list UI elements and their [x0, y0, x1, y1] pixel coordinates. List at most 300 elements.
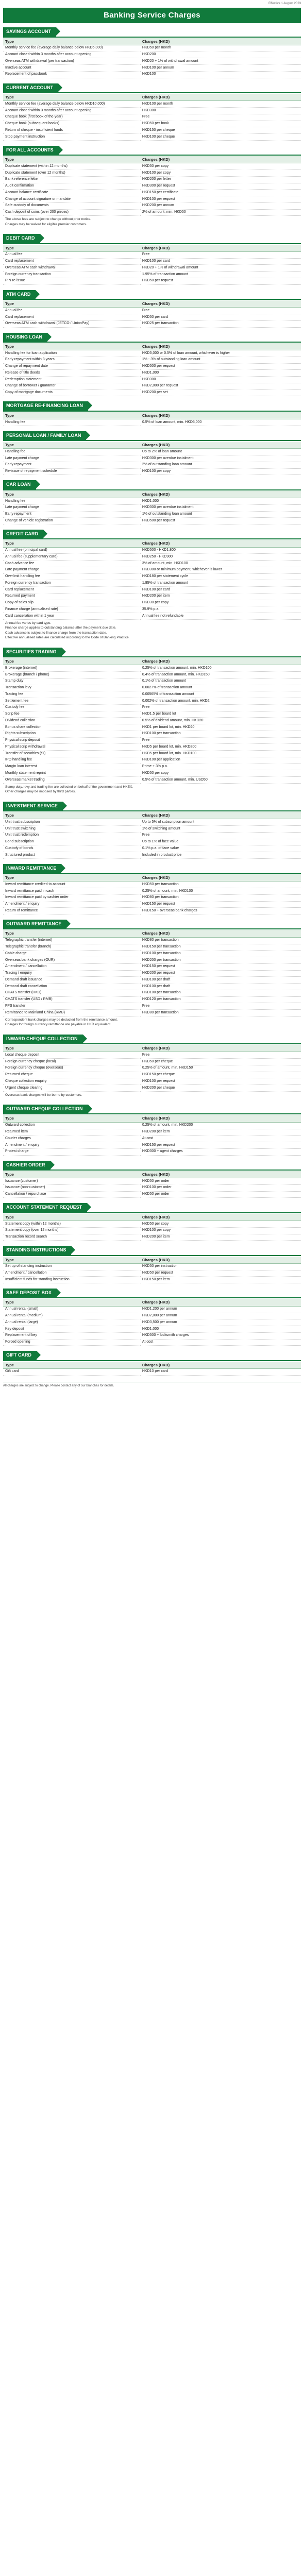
- column-header-type: Type: [3, 442, 140, 449]
- column-header-charges: Charges (HKD): [140, 442, 301, 449]
- charge-cell: HKD100 per copy: [140, 1227, 301, 1234]
- table-row: [3, 963, 301, 970]
- table-row: [3, 1184, 301, 1191]
- service-type-cell: Margin loan interest: [3, 764, 140, 770]
- table-header-row: [3, 1214, 301, 1221]
- charge-cell: 0.5% of dividend amount, min. HKD20: [140, 718, 301, 724]
- charge-cell: HKD100 per cheque: [140, 134, 301, 141]
- table-header-row: [3, 1299, 301, 1306]
- charges-table: [3, 1299, 301, 1346]
- service-type-cell: Demand draft cancellation: [3, 984, 140, 990]
- service-type-cell: Inward remittance paid in cash: [3, 888, 140, 895]
- service-type-cell: Gift card: [3, 1368, 140, 1375]
- table-row: [3, 832, 301, 839]
- service-type-cell: Monthly service fee (average daily balance below HKD10,000): [3, 101, 140, 108]
- table-row: [3, 314, 301, 321]
- service-type-cell: Set up of standing instruction: [3, 1263, 140, 1270]
- charges-table: [3, 38, 301, 78]
- note-line: Stamp duty, levy and trading fee are collected on behalf of the government and HKEX.: [5, 785, 133, 789]
- table-row: [3, 561, 301, 567]
- charge-cell: HKD2,000 per request: [140, 383, 301, 389]
- table-header-row: [3, 1362, 301, 1369]
- charge-cell: HKD200 per letter: [140, 176, 301, 183]
- section-heading: OUTWARD REMITTANCE: [3, 920, 66, 928]
- section-divider: [3, 656, 301, 657]
- charge-cell: HKD3,500 per annum: [140, 1319, 301, 1326]
- service-type-cell: Courier charges: [3, 1136, 140, 1142]
- table-row: [3, 718, 301, 724]
- service-type-cell: Duplicate statement (over 12 months): [3, 170, 140, 177]
- column-header-type: Type: [3, 874, 140, 882]
- service-type-cell: Insufficient funds for standing instruction: [3, 1277, 140, 1283]
- column-header-type: Type: [3, 1299, 140, 1306]
- charges-table: [3, 1171, 301, 1198]
- service-type-cell: Overseas ATM cash withdrawal (JETCO / UnionPay): [3, 320, 140, 327]
- service-type-cell: Re-issue of repayment schedule: [3, 468, 140, 475]
- service-type-cell: Cheque book (first book of the year): [3, 114, 140, 121]
- table-row: [3, 278, 301, 284]
- service-type-cell: Telegraphic transfer (branch): [3, 944, 140, 951]
- charge-cell: HKD150 per transaction: [140, 944, 301, 951]
- table-row: [3, 1263, 301, 1270]
- charges-table: [3, 1362, 301, 1376]
- charge-cell: HKD100 per annum: [140, 65, 301, 72]
- table-row: [3, 183, 301, 190]
- table-row: [3, 984, 301, 990]
- table-row: [3, 573, 301, 580]
- charge-cell: HKD250 - HKD900: [140, 554, 301, 561]
- table-row: [3, 724, 301, 731]
- table-header-row: [3, 412, 301, 419]
- charge-cell: 1.95% of transaction amount: [140, 580, 301, 587]
- column-header-type: Type: [3, 343, 140, 350]
- table-row: [3, 691, 301, 698]
- table-row: [3, 1059, 301, 1065]
- table-row: [3, 308, 301, 314]
- charge-cell: HKD100 per draft: [140, 977, 301, 984]
- table-row: [3, 101, 301, 108]
- service-type-cell: Bank reference letter: [3, 176, 140, 183]
- table-row: [3, 1277, 301, 1283]
- table-row: [3, 580, 301, 587]
- service-type-cell: Annual fee (supplementary card): [3, 554, 140, 561]
- service-type-cell: Inward remittance paid by cashier order: [3, 894, 140, 901]
- column-header-type: Type: [3, 1171, 140, 1178]
- service-type-cell: Copy of mortgage documents: [3, 389, 140, 396]
- table-row: [3, 498, 301, 505]
- section-divider: [3, 1212, 301, 1213]
- table-header-row: [3, 1045, 301, 1052]
- charge-cell: HKD150 per cheque: [140, 127, 301, 134]
- table-row: [3, 468, 301, 475]
- table-row: [3, 554, 301, 561]
- charge-cell: HKD50 per card: [140, 314, 301, 321]
- table-row: [3, 363, 301, 370]
- charge-cell: HKD150 per request: [140, 1142, 301, 1149]
- service-type-cell: Stamp duty: [3, 678, 140, 685]
- table-row: [3, 1319, 301, 1326]
- table-row: [3, 957, 301, 964]
- charge-cell: HKD200 per item: [140, 1234, 301, 1241]
- service-type-cell: Early repayment within 3 years: [3, 357, 140, 363]
- table-row: [3, 121, 301, 127]
- charge-cell: HKD50 per copy: [140, 770, 301, 777]
- table-row: [3, 908, 301, 914]
- table-row: [3, 251, 301, 258]
- service-type-cell: Cheque collection enquiry: [3, 1078, 140, 1085]
- service-type-cell: Annual fee: [3, 251, 140, 258]
- section-heading: MORTGAGE RE-FINANCING LOAN: [3, 401, 88, 410]
- section-divider: [3, 538, 301, 539]
- service-type-cell: Issuance (non-customer): [3, 1184, 140, 1191]
- section-notes: [3, 784, 301, 796]
- charge-cell: 0.25% of transaction amount, min. HKD100: [140, 665, 301, 672]
- column-header-type: Type: [3, 300, 140, 308]
- charges-table: [3, 874, 301, 914]
- section-gift-card: [3, 1351, 301, 1375]
- table-row: [3, 45, 301, 52]
- section-outward-remittance: [3, 920, 301, 1029]
- table-row: [3, 320, 301, 327]
- table-header-row: [3, 1171, 301, 1178]
- charge-cell: HKD150 per item: [140, 1277, 301, 1283]
- note-line: Overseas bank charges will be borne by customers.: [5, 1093, 82, 1097]
- service-type-cell: Settlement fee: [3, 698, 140, 705]
- service-type-cell: Scrip fee: [3, 711, 140, 718]
- service-type-cell: Early repayment: [3, 511, 140, 518]
- service-type-cell: Inactive account: [3, 65, 140, 72]
- charge-cell: HKD150 per request: [140, 963, 301, 970]
- charge-cell: 0.002% of transaction amount, min. HKD2: [140, 698, 301, 705]
- section-car-loan: [3, 480, 301, 524]
- table-row: [3, 770, 301, 777]
- column-header-charges: Charges (HKD): [140, 300, 301, 308]
- service-type-cell: Overseas bank charges (OUR): [3, 957, 140, 964]
- service-type-cell: Bonus share collection: [3, 724, 140, 731]
- service-type-cell: Annual rental (medium): [3, 1313, 140, 1319]
- section-divider: [3, 928, 301, 929]
- service-type-cell: Custody fee: [3, 704, 140, 711]
- note-line: Charges for foreign currency remittance are payable in HKD equivalent.: [5, 1023, 111, 1027]
- charges-table: [3, 491, 301, 524]
- section-credit-card: [3, 530, 301, 642]
- charge-cell: Free: [140, 308, 301, 314]
- table-row: [3, 65, 301, 72]
- charge-cell: HKD500 per request: [140, 518, 301, 524]
- charge-cell: HKD50 per request: [140, 278, 301, 284]
- column-header-charges: Charges (HKD): [140, 343, 301, 350]
- table-row: [3, 567, 301, 573]
- section-divider: [3, 1360, 301, 1361]
- section-inward-cheque-collection: [3, 1035, 301, 1100]
- service-type-cell: Cheque book (subsequent books): [3, 121, 140, 127]
- service-type-cell: Remittance to Mainland China (RMB): [3, 1010, 140, 1016]
- section-heading: GIFT CARD: [3, 1351, 37, 1360]
- table-row: [3, 1003, 301, 1010]
- service-type-cell: Late payment charge: [3, 567, 140, 573]
- charges-table: [3, 1214, 301, 1241]
- note-line: Annual fee varies by card type.: [5, 621, 52, 625]
- charge-cell: HKD100 per card: [140, 258, 301, 265]
- charge-cell: HKD100 per request: [140, 196, 301, 203]
- service-type-cell: IPO handling fee: [3, 757, 140, 764]
- charge-cell: HKD200 per cheque: [140, 1085, 301, 1092]
- charge-cell: HKD100 per transaction: [140, 951, 301, 957]
- charge-cell: HKD500 per request: [140, 363, 301, 370]
- charge-cell: HKD100 per draft: [140, 984, 301, 990]
- note-line: Finance charge applies to outstanding balance after the payment due date.: [5, 626, 116, 630]
- table-row: [3, 665, 301, 672]
- table-row: [3, 511, 301, 518]
- section-heading: SECURITIES TRADING: [3, 648, 62, 656]
- service-type-cell: Amendment / cancellation: [3, 963, 140, 970]
- service-type-cell: Overseas ATM cash withdrawal: [3, 265, 140, 272]
- service-type-cell: Return of remittance: [3, 908, 140, 914]
- charge-cell: HKD120 per transaction: [140, 996, 301, 1003]
- service-type-cell: Inward remittance credited to account: [3, 882, 140, 888]
- service-type-cell: Overseas market trading: [3, 777, 140, 784]
- column-header-charges: Charges (HKD): [140, 1362, 301, 1369]
- charge-cell: HKD100 per transaction: [140, 990, 301, 996]
- table-row: [3, 108, 301, 114]
- section-heading: CURRENT ACCOUNT: [3, 83, 58, 92]
- table-row: [3, 593, 301, 600]
- table-row: [3, 170, 301, 177]
- charges-table: [3, 156, 301, 216]
- column-header-type: Type: [3, 540, 140, 547]
- column-header-charges: Charges (HKD): [140, 1214, 301, 1221]
- column-header-type: Type: [3, 658, 140, 665]
- section-personal-loan-family-loan: [3, 431, 301, 476]
- section-divider: [3, 1255, 301, 1256]
- service-type-cell: Change of vehicle registration: [3, 518, 140, 524]
- section-safe-deposit-box: [3, 1289, 301, 1346]
- table-row: [3, 357, 301, 363]
- table-row: [3, 1052, 301, 1059]
- section-divider: [3, 92, 301, 93]
- charge-cell: HKD1,000: [140, 370, 301, 377]
- table-row: [3, 504, 301, 511]
- section-divider: [3, 299, 301, 300]
- column-header-type: Type: [3, 156, 140, 163]
- table-row: [3, 852, 301, 859]
- charge-cell: 2% of outstanding loan amount: [140, 462, 301, 468]
- table-header-row: [3, 300, 301, 308]
- service-type-cell: Monthly service fee (average daily balance below HKD5,000): [3, 45, 140, 52]
- section-heading: INWARD CHEQUE COLLECTION: [3, 1035, 83, 1043]
- section-divider: [3, 1113, 301, 1114]
- table-row: [3, 901, 301, 908]
- table-row: [3, 1129, 301, 1136]
- table-row: [3, 613, 301, 620]
- charge-cell: 35.9% p.a.: [140, 606, 301, 613]
- service-type-cell: Stop payment instruction: [3, 134, 140, 141]
- page-title: Banking Service Charges: [3, 8, 301, 24]
- table-row: [3, 1178, 301, 1185]
- service-type-cell: Unit trust redemption: [3, 832, 140, 839]
- section-divider: [3, 155, 301, 156]
- table-row: [3, 819, 301, 826]
- charge-cell: HKD200 per request: [140, 970, 301, 977]
- section-heading: SAVINGS ACCOUNT: [3, 27, 56, 36]
- service-type-cell: Bond subscription: [3, 839, 140, 845]
- table-row: [3, 698, 301, 705]
- section-outward-cheque-collection: [3, 1105, 301, 1155]
- column-header-type: Type: [3, 491, 140, 498]
- service-type-cell: Replacement of key: [3, 1332, 140, 1339]
- table-row: [3, 744, 301, 751]
- service-type-cell: Amendment / enquiry: [3, 901, 140, 908]
- table-header-row: [3, 874, 301, 882]
- charge-cell: HKD300 + agent charges: [140, 1148, 301, 1155]
- service-type-cell: Handling fee: [3, 498, 140, 505]
- service-type-cell: Card replacement: [3, 258, 140, 265]
- charge-cell: HKD5 per board lot, min. HKD100: [140, 751, 301, 757]
- service-type-cell: CHATS transfer (USD / RMB): [3, 996, 140, 1003]
- service-type-cell: Annual fee: [3, 308, 140, 314]
- table-row: [3, 419, 301, 426]
- table-header-row: [3, 930, 301, 937]
- service-type-cell: Account balance certificate: [3, 190, 140, 196]
- section-savings-account: [3, 27, 301, 78]
- section-mortgage-re-financing-loan: [3, 401, 301, 426]
- note-line: Other charges may be imposed by third parties.: [5, 790, 76, 794]
- service-type-cell: Annual rental (small): [3, 1306, 140, 1313]
- service-type-cell: Annual fee (principal card): [3, 547, 140, 554]
- table-header-row: [3, 491, 301, 498]
- column-header-charges: Charges (HKD): [140, 156, 301, 163]
- section-divider: [3, 1043, 301, 1044]
- column-header-type: Type: [3, 412, 140, 419]
- table-header-row: [3, 38, 301, 45]
- table-row: [3, 600, 301, 606]
- charge-cell: HKD20 + 1% of withdrawal amount: [140, 265, 301, 272]
- service-type-cell: Outward collection: [3, 1122, 140, 1129]
- table-row: [3, 888, 301, 895]
- table-row: [3, 272, 301, 278]
- charges-table: [3, 540, 301, 620]
- service-type-cell: Overlimit handling fee: [3, 573, 140, 580]
- table-row: [3, 839, 301, 845]
- service-type-cell: Monthly statement reprint: [3, 770, 140, 777]
- column-header-type: Type: [3, 1045, 140, 1052]
- service-type-cell: Physical scrip deposit: [3, 737, 140, 744]
- column-header-charges: Charges (HKD): [140, 38, 301, 45]
- charge-cell: HKD80 per transaction: [140, 1010, 301, 1016]
- section-divider: [3, 243, 301, 244]
- column-header-charges: Charges (HKD): [140, 930, 301, 937]
- service-type-cell: Statement copy (within 12 months): [3, 1221, 140, 1228]
- table-row: [3, 163, 301, 170]
- table-row: [3, 1136, 301, 1142]
- table-row: [3, 937, 301, 944]
- table-header-row: [3, 1115, 301, 1122]
- service-type-cell: Returned item: [3, 1129, 140, 1136]
- section-heading: ATM CARD: [3, 290, 36, 299]
- section-investment-service: [3, 802, 301, 859]
- service-type-cell: Rights subscription: [3, 731, 140, 737]
- service-type-cell: Tracing / enquiry: [3, 970, 140, 977]
- service-type-cell: Card replacement: [3, 587, 140, 594]
- table-row: [3, 58, 301, 65]
- service-type-cell: Returned cheque: [3, 1072, 140, 1078]
- section-divider: [3, 873, 301, 874]
- charges-table: [3, 245, 301, 285]
- column-header-type: Type: [3, 1257, 140, 1264]
- charge-cell: HKD50 per cheque: [140, 1059, 301, 1065]
- service-type-cell: Brokerage (branch / phone): [3, 672, 140, 679]
- column-header-charges: Charges (HKD): [140, 245, 301, 252]
- table-header-row: [3, 156, 301, 163]
- table-row: [3, 882, 301, 888]
- column-header-charges: Charges (HKD): [140, 812, 301, 819]
- section-heading: FOR ALL ACCOUNTS: [3, 146, 59, 155]
- charge-cell: Included in product price: [140, 852, 301, 859]
- service-type-cell: Account closed within 3 months after account opening: [3, 108, 140, 114]
- section-divider: [3, 342, 301, 343]
- charge-cell: HKD1.5 per board lot: [140, 711, 301, 718]
- service-type-cell: Urgent cheque clearing: [3, 1085, 140, 1092]
- service-type-cell: Cancellation / repurchase: [3, 1191, 140, 1198]
- charge-cell: HKD1 per board lot, min. HKD20: [140, 724, 301, 731]
- charge-cell: HKD100 per request: [140, 1078, 301, 1085]
- column-header-charges: Charges (HKD): [140, 412, 301, 419]
- charge-cell: HKD80 per transaction: [140, 894, 301, 901]
- service-type-cell: Dividend collection: [3, 718, 140, 724]
- section-heading: PERSONAL LOAN / FAMILY LOAN: [3, 431, 86, 440]
- charge-cell: 1% - 3% of outstanding loan amount: [140, 357, 301, 363]
- charge-cell: 0.1% of transaction amount: [140, 678, 301, 685]
- section-account-statement-request: [3, 1203, 301, 1241]
- table-row: [3, 970, 301, 977]
- charge-cell: HKD180 per statement cycle: [140, 573, 301, 580]
- charge-cell: HKD150 per certificate: [140, 190, 301, 196]
- section-divider: [3, 1170, 301, 1171]
- table-row: [3, 134, 301, 141]
- charge-cell: Free: [140, 832, 301, 839]
- service-type-cell: Foreign currency transaction: [3, 272, 140, 278]
- charge-cell: HKD500 - HKD1,800: [140, 547, 301, 554]
- table-row: [3, 1072, 301, 1078]
- charge-cell: Free: [140, 251, 301, 258]
- column-header-type: Type: [3, 94, 140, 101]
- service-type-cell: Unit trust switching: [3, 826, 140, 833]
- charge-cell: Free: [140, 114, 301, 121]
- note-line: Charges may be waived for eligible premier customers.: [5, 222, 87, 226]
- table-header-row: [3, 343, 301, 350]
- charge-cell: 0.25% of amount, min. HKD200: [140, 1122, 301, 1129]
- table-row: [3, 1085, 301, 1092]
- charge-cell: 3% of amount, min. HKD100: [140, 561, 301, 567]
- section-heading: SAFE DEPOSIT BOX: [3, 1289, 57, 1297]
- column-header-type: Type: [3, 1362, 140, 1369]
- service-type-cell: Issuance (customer): [3, 1178, 140, 1185]
- charge-cell: HKD50 per order: [140, 1178, 301, 1185]
- service-type-cell: Demand draft issuance: [3, 977, 140, 984]
- column-header-charges: Charges (HKD): [140, 94, 301, 101]
- service-type-cell: Annual rental (large): [3, 1319, 140, 1326]
- section-notes: [3, 216, 301, 229]
- table-row: [3, 977, 301, 984]
- service-type-cell: Transaction levy: [3, 685, 140, 691]
- service-type-cell: Amendment / enquiry: [3, 1142, 140, 1149]
- charge-cell: HKD150 + overseas bank charges: [140, 908, 301, 914]
- column-header-type: Type: [3, 1214, 140, 1221]
- table-row: [3, 845, 301, 852]
- charge-cell: HKD100 per month: [140, 101, 301, 108]
- service-type-cell: Card replacement: [3, 314, 140, 321]
- table-row: [3, 1332, 301, 1339]
